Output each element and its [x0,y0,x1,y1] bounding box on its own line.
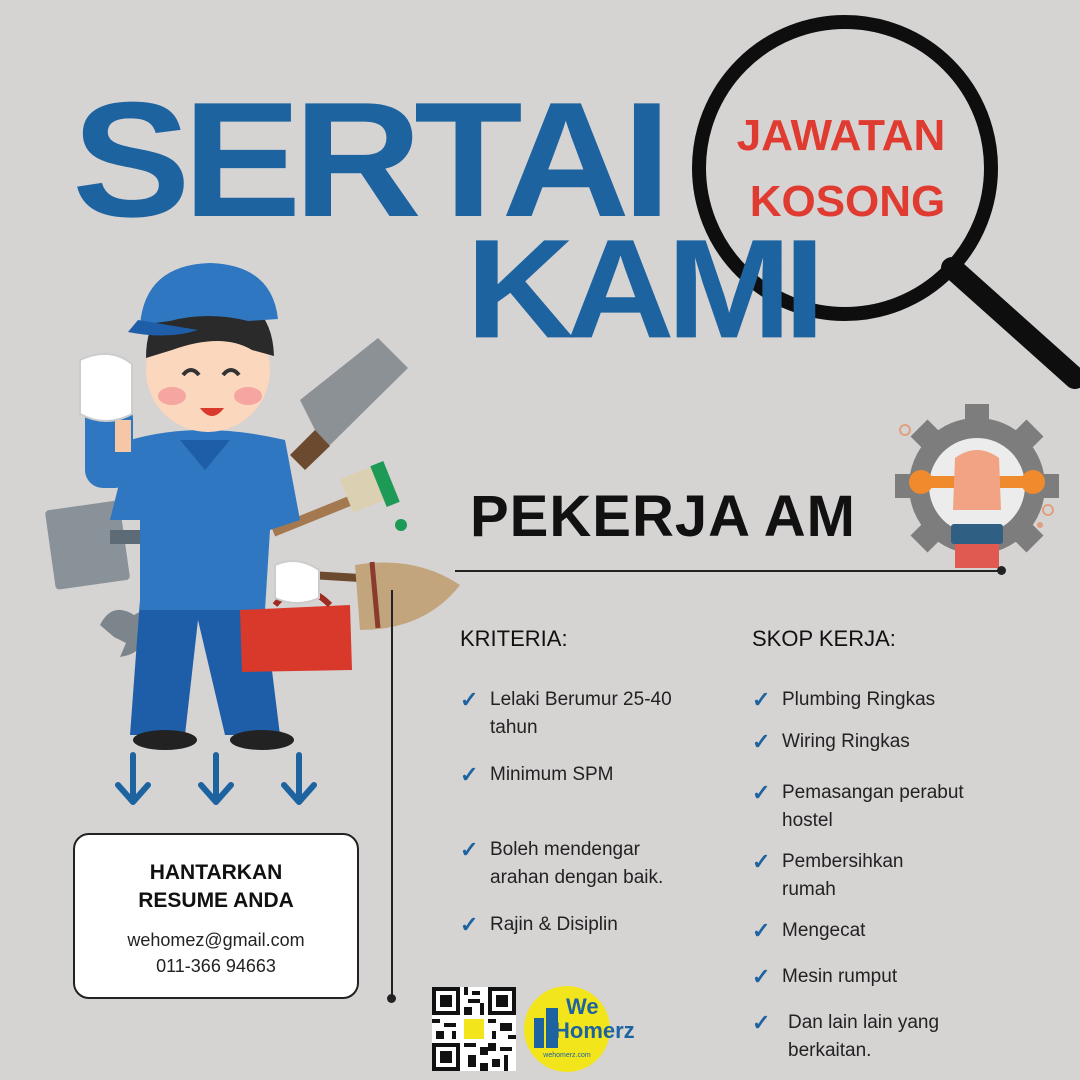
skop-item: ✓ Wiring Ringkas [752,729,910,754]
skop-item: ✓ Pemasangan perabut hostel [752,780,964,831]
resume-title: HANTARKAN RESUME ANDA [138,861,294,912]
kriteria-item: ✓ Lelaki Berumur 25-40 tahun [460,687,672,738]
kriteria-heading: KRITERIA: [460,626,568,651]
job-title: PEKERJA AM [470,484,856,549]
divider-dot [387,994,396,1003]
check-icon: ✓ [752,1010,771,1035]
check-icon: ✓ [752,849,771,874]
check-icon: ✓ [460,687,479,712]
skop-item: ✓ Mengecat [752,918,866,943]
qr-code[interactable] [432,987,516,1071]
skop-heading: SKOP KERJA: [752,626,896,651]
check-icon: ✓ [752,729,771,754]
contact-email[interactable]: wehomez@gmail.com [127,930,305,950]
logo-text: Homerz [554,1018,635,1043]
kriteria-item: ✓ Minimum SPM [460,762,614,787]
logo-url: wehomerz.com [543,1052,591,1059]
check-icon: ✓ [752,964,771,989]
divider-dot [997,566,1006,575]
check-icon: ✓ [460,912,479,937]
skop-item: ✓ Plumbing Ringkas [752,687,936,712]
check-icon: ✓ [752,780,771,805]
divider-horizontal [455,570,1003,572]
contact-phone[interactable]: 011-366 94663 [156,956,276,976]
badge-line2: KOSONG [749,177,946,226]
skop-item: ✓ Pembersihkan rumah [752,849,904,900]
divider-vertical [391,590,393,995]
badge-line1: JAWATAN [736,111,946,160]
headline-line1: SERTAI [72,67,664,251]
check-icon: ✓ [752,687,771,712]
check-icon: ✓ [752,918,771,943]
skop-item: ✓ Dan lain lain yang berkaitan. [752,1010,940,1061]
kriteria-item: ✓ Rajin & Disiplin [460,912,618,937]
check-icon: ✓ [460,837,479,862]
check-icon: ✓ [460,762,479,787]
resume-contact-card [73,833,359,999]
kriteria-item: ✓ Boleh mendengar arahan dengan baik. [460,837,664,888]
headline-line2: KAMI [466,209,818,368]
wehomerz-logo [524,986,635,1072]
logo-text: We [566,994,599,1019]
skop-item: ✓ Mesin rumput [752,964,898,989]
